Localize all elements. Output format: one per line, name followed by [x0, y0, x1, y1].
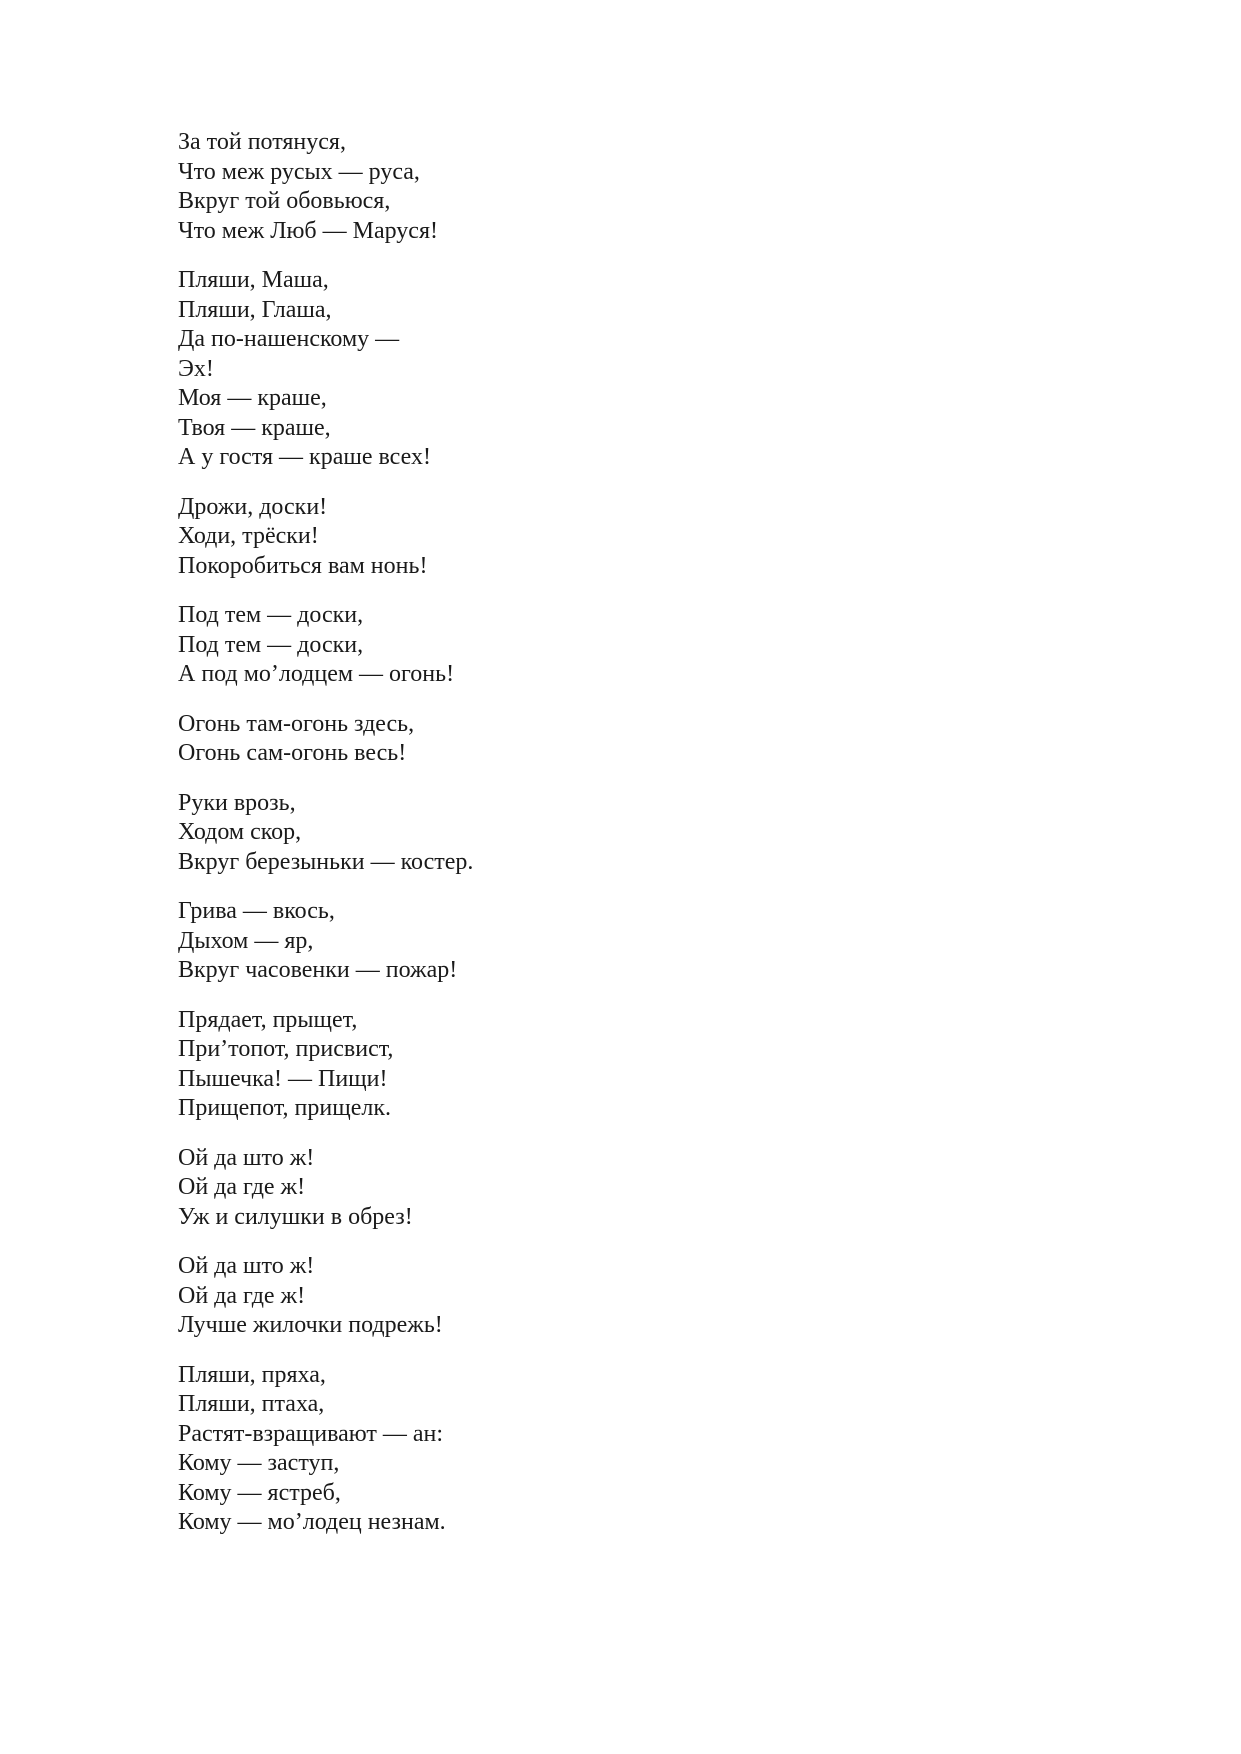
- stanza: [178, 789, 1078, 878]
- poem-line: Что меж русых — руса,: [178, 158, 420, 185]
- poem-line: Ой да што ж!: [178, 1144, 315, 1171]
- poem-line: Под тем — доски,: [178, 602, 364, 628]
- stanza: [178, 1252, 1078, 1341]
- stanza: [178, 897, 1078, 986]
- poem-line: Огонь там-огонь здесь,: [178, 710, 415, 737]
- poem-line: Руки врозь,: [178, 789, 296, 816]
- poem-line: Ой да што ж!: [178, 1253, 315, 1279]
- poem-line: Дрожи, доски!: [178, 493, 328, 520]
- poem-line: Твоя — краше,: [178, 414, 331, 441]
- poem-line: При’топот, присвист,: [178, 1036, 394, 1062]
- poem-line: Кому — мо’лодец незнам.: [178, 1509, 446, 1535]
- poem-line: Кому — заступ,: [178, 1450, 340, 1476]
- poem-line: За той потянуся,: [178, 129, 346, 155]
- poem-line: Эх!: [178, 355, 214, 382]
- poem-line: Пышечка! — Пищи!: [178, 1065, 388, 1092]
- poem-line: Прядает, прыщет,: [178, 1006, 358, 1033]
- poem-line: Пляши, пряха,: [178, 1361, 326, 1388]
- poem-line: Прищепот, прищелк.: [178, 1095, 391, 1121]
- stanza: [178, 266, 1078, 473]
- poem-line: Что меж Люб — Маруся!: [178, 217, 438, 244]
- poem-line: Лучше жилочки подрежь!: [178, 1312, 443, 1338]
- poem-line: Огонь сам-огонь весь!: [178, 740, 407, 766]
- poem-line: Уж и силушки в обрез!: [178, 1203, 413, 1230]
- stanza: [178, 1361, 1078, 1538]
- poem-line: Вкруг той обовьюся,: [178, 188, 391, 214]
- poem-line: Грива — вкось,: [178, 898, 335, 924]
- poem-line: Ой да где ж!: [178, 1174, 306, 1200]
- poem-line: Покоробиться вам нонь!: [178, 552, 428, 579]
- poem-text: [178, 128, 1078, 1558]
- poem-line: Моя — краше,: [178, 385, 327, 411]
- poem-line: Растят-взращивают — ан:: [178, 1420, 444, 1447]
- poem-line: А у гостя — краше всех!: [178, 444, 431, 470]
- stanza: [178, 1006, 1078, 1124]
- poem-line: Под тем — доски,: [178, 631, 364, 658]
- poem-line: Вкруг березыньки — костер.: [178, 848, 474, 875]
- poem-line: Ходи, трёски!: [178, 523, 319, 549]
- poem-line: Вкруг часовенки — пожар!: [178, 957, 458, 983]
- stanza: [178, 710, 1078, 769]
- poem-line: Пляши, птаха,: [178, 1391, 325, 1417]
- poem-line: Дыхом — яр,: [178, 927, 314, 954]
- stanza: [178, 1144, 1078, 1233]
- poem-line: А под мо’лодцем — огонь!: [178, 661, 455, 687]
- stanza: [178, 128, 1078, 246]
- poem-line: Пляши, Маша,: [178, 267, 329, 293]
- poem-line: Ходом скор,: [178, 819, 302, 845]
- poem-line: Кому — ястреб,: [178, 1479, 341, 1506]
- stanza: [178, 493, 1078, 582]
- poem-line: Ой да где ж!: [178, 1282, 306, 1309]
- stanza: [178, 601, 1078, 690]
- poem-line: Пляши, Глаша,: [178, 296, 332, 323]
- poem-line: Да по-нашенскому —: [178, 326, 400, 352]
